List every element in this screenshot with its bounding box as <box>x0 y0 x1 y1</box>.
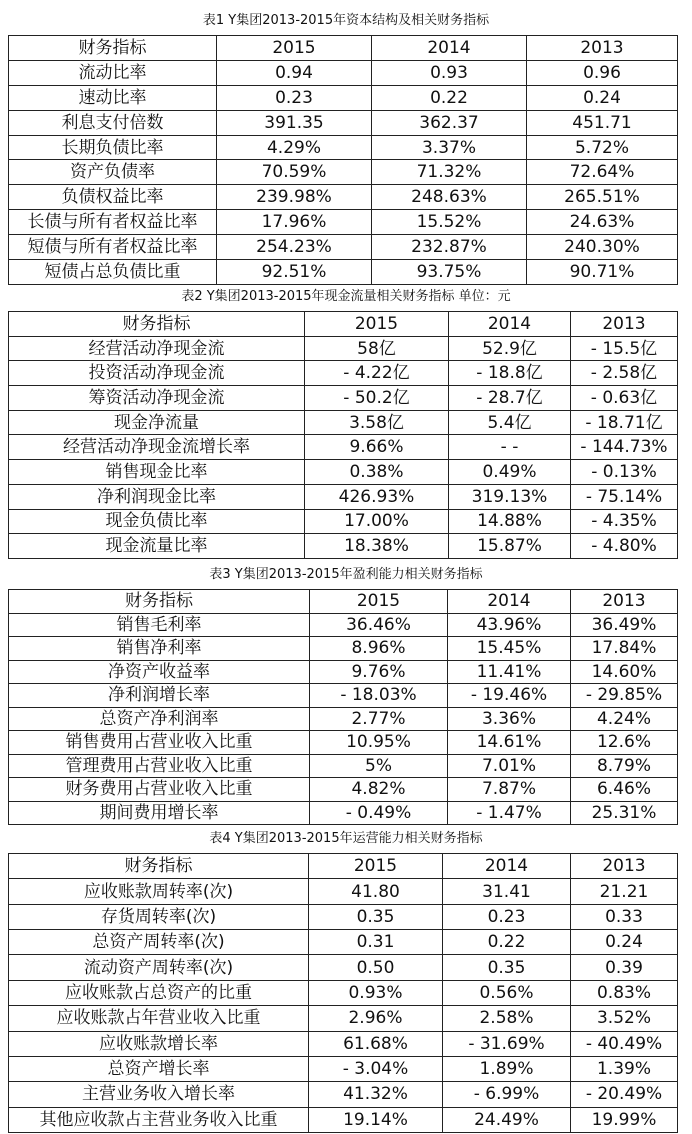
header-cell: 财务指标 <box>9 854 309 879</box>
header-cell: 2015 <box>305 312 449 337</box>
table-cell: 14.88% <box>449 509 571 534</box>
table-cell: 现金负债比率 <box>9 509 305 534</box>
table-1-caption: 表1 Y集团2013-2015年资本结构及相关财务指标 <box>202 13 490 28</box>
table-cell: 总资产净利润率 <box>9 707 310 731</box>
table-row <box>9 386 678 411</box>
table-cell: 其他应收款占主营业务收入比重 <box>9 1107 309 1132</box>
table-cell: - 19.46% <box>448 684 571 708</box>
table-row <box>9 336 678 361</box>
table-cell: 经营活动净现金流 <box>9 336 305 361</box>
table-cell: 投资活动净现金流 <box>9 361 305 386</box>
table-cell: 93.75% <box>372 260 527 285</box>
table-cell: - 31.69% <box>443 1031 571 1056</box>
header-cell: 2015 <box>310 590 448 614</box>
table-cell: 0.23 <box>217 85 372 110</box>
table-cell: 17.84% <box>571 637 678 661</box>
table-cell: 0.22 <box>372 85 527 110</box>
table-row <box>9 707 678 731</box>
table-cell: 0.96 <box>527 60 678 85</box>
table-cell: 2.77% <box>310 707 448 731</box>
table-row <box>9 637 678 661</box>
table-3 <box>8 589 678 825</box>
table-cell: 0.83% <box>571 980 678 1005</box>
table-cell: 0.56% <box>443 980 571 1005</box>
header-cell: 财务指标 <box>9 36 217 61</box>
table-cell: 现金流量比率 <box>9 534 305 559</box>
table-cell: 71.32% <box>372 160 527 185</box>
table-cell: 15.45% <box>448 637 571 661</box>
table-cell: 3.36% <box>448 707 571 731</box>
table-1 <box>8 35 678 285</box>
table-cell: 经营活动净现金流增长率 <box>9 435 305 460</box>
table-cell: 0.35 <box>309 904 443 929</box>
table-cell: 319.13% <box>449 484 571 509</box>
table-cell: - 6.99% <box>443 1082 571 1107</box>
table-cell: 25.31% <box>571 801 678 825</box>
table-cell: 3.52% <box>571 1006 678 1031</box>
table-cell: 10.95% <box>310 731 448 755</box>
table-cell: 负债权益比率 <box>9 185 217 210</box>
table-cell: 销售费用占营业收入比重 <box>9 731 310 755</box>
table-row <box>9 879 678 904</box>
table-cell: 8.96% <box>310 637 448 661</box>
table-cell: 19.14% <box>309 1107 443 1132</box>
table-row <box>9 684 678 708</box>
table-row <box>9 509 678 534</box>
table-row <box>9 1056 678 1081</box>
header-cell: 2014 <box>443 854 571 879</box>
table-cell: 18.38% <box>305 534 449 559</box>
table-cell: 0.39 <box>571 955 678 980</box>
table-row <box>9 235 678 260</box>
table-row <box>9 210 678 235</box>
table-cell: 净资产收益率 <box>9 660 310 684</box>
table-cell: 17.96% <box>217 210 372 235</box>
table-cell: 232.87% <box>372 235 527 260</box>
table-cell: 17.00% <box>305 509 449 534</box>
table-cell: 43.96% <box>448 613 571 637</box>
table-cell: - - <box>449 435 571 460</box>
table-row <box>9 435 678 460</box>
table-cell: 24.49% <box>443 1107 571 1132</box>
header-cell: 2015 <box>309 854 443 879</box>
table-cell: 应收账款占年营业收入比重 <box>9 1006 309 1031</box>
table-cell: 0.93 <box>372 60 527 85</box>
table-cell: 391.35 <box>217 110 372 135</box>
header-cell: 2013 <box>571 312 678 337</box>
table-cell: 92.51% <box>217 260 372 285</box>
table-header-row <box>9 854 678 879</box>
table-cell: 0.38% <box>305 460 449 485</box>
table-header-row <box>9 36 678 61</box>
table-cell: 总资产周转率(次) <box>9 930 309 955</box>
table-cell: 14.61% <box>448 731 571 755</box>
table-header-row <box>9 590 678 614</box>
table-cell: 短债占总负债比重 <box>9 260 217 285</box>
table-3-caption: 表3 Y集团2013-2015年盈利能力相关财务指标 <box>209 567 483 582</box>
table-cell: 1.89% <box>443 1056 571 1081</box>
table-row <box>9 801 678 825</box>
table-row <box>9 660 678 684</box>
table-cell: 速动比率 <box>9 85 217 110</box>
table-4-caption: 表4 Y集团2013-2015年运营能力相关财务指标 <box>209 831 483 846</box>
table-cell: 筹资活动净现金流 <box>9 386 305 411</box>
header-cell: 2014 <box>449 312 571 337</box>
table-cell: 长债与所有者权益比率 <box>9 210 217 235</box>
table-cell: 管理费用占营业收入比重 <box>9 754 310 778</box>
table-cell: 15.87% <box>449 534 571 559</box>
table-cell: - 28.7亿 <box>449 386 571 411</box>
table-2-caption: 表2 Y集团2013-2015年现金流量相关财务指标 单位：元 <box>181 289 511 304</box>
table-cell: 9.76% <box>310 660 448 684</box>
table-cell: 7.01% <box>448 754 571 778</box>
table-cell: - 18.71亿 <box>571 410 678 435</box>
table-cell: - 2.58亿 <box>571 361 678 386</box>
table-cell: 净利润现金比率 <box>9 484 305 509</box>
table-cell: 14.60% <box>571 660 678 684</box>
header-cell: 2013 <box>571 854 678 879</box>
header-cell: 2015 <box>217 36 372 61</box>
table-cell: 72.64% <box>527 160 678 185</box>
table-cell: 8.79% <box>571 754 678 778</box>
table-cell: 短债与所有者权益比率 <box>9 235 217 260</box>
table-cell: 265.51% <box>527 185 678 210</box>
table-cell: - 3.04% <box>309 1056 443 1081</box>
table-cell: 70.59% <box>217 160 372 185</box>
table-cell: - 0.13% <box>571 460 678 485</box>
table-cell: 销售毛利率 <box>9 613 310 637</box>
table-cell: 9.66% <box>305 435 449 460</box>
table-cell: 流动资产周转率(次) <box>9 955 309 980</box>
table-cell: 362.37 <box>372 110 527 135</box>
table-cell: 52.9亿 <box>449 336 571 361</box>
table-cell: 3.37% <box>372 135 527 160</box>
header-cell: 2014 <box>448 590 571 614</box>
table-row <box>9 361 678 386</box>
table-cell: 426.93% <box>305 484 449 509</box>
table-cell: 36.46% <box>310 613 448 637</box>
table-cell: 应收账款周转率(次) <box>9 879 309 904</box>
table-row <box>9 1031 678 1056</box>
table-cell: 应收账款占总资产的比重 <box>9 980 309 1005</box>
table-row <box>9 460 678 485</box>
table-cell: 0.24 <box>527 85 678 110</box>
table-cell: 5% <box>310 754 448 778</box>
table-row <box>9 135 678 160</box>
header-cell: 2013 <box>571 590 678 614</box>
table-cell: - 4.80% <box>571 534 678 559</box>
header-cell: 财务指标 <box>9 312 305 337</box>
table-row <box>9 955 678 980</box>
table-cell: 36.49% <box>571 613 678 637</box>
table-cell: 7.87% <box>448 778 571 802</box>
table-cell: 4.24% <box>571 707 678 731</box>
header-cell: 2014 <box>372 36 527 61</box>
table-cell: 58亿 <box>305 336 449 361</box>
table-cell: - 18.8亿 <box>449 361 571 386</box>
table-cell: 61.68% <box>309 1031 443 1056</box>
table-row <box>9 980 678 1005</box>
table-cell: 19.99% <box>571 1107 678 1132</box>
table-cell: 5.4亿 <box>449 410 571 435</box>
table-4 <box>8 853 678 1133</box>
table-cell: - 144.73% <box>571 435 678 460</box>
table-cell: - 0.49% <box>310 801 448 825</box>
header-cell: 财务指标 <box>9 590 310 614</box>
table-cell: 0.22 <box>443 930 571 955</box>
table-cell: 5.72% <box>527 135 678 160</box>
table-row <box>9 60 678 85</box>
table-row <box>9 410 678 435</box>
table-cell: 流动比率 <box>9 60 217 85</box>
table-cell: 451.71 <box>527 110 678 135</box>
table-cell: 3.58亿 <box>305 410 449 435</box>
table-row <box>9 85 678 110</box>
table-cell: 0.94 <box>217 60 372 85</box>
table-row <box>9 110 678 135</box>
table-row <box>9 930 678 955</box>
table-cell: 0.23 <box>443 904 571 929</box>
table-row <box>9 185 678 210</box>
table-row <box>9 904 678 929</box>
table-2 <box>8 311 678 559</box>
table-cell: 254.23% <box>217 235 372 260</box>
table-row <box>9 754 678 778</box>
table-row <box>9 484 678 509</box>
table-cell: 财务费用占营业收入比重 <box>9 778 310 802</box>
table-row <box>9 260 678 285</box>
table-row <box>9 1082 678 1107</box>
table-cell: - 75.14% <box>571 484 678 509</box>
table-cell: 31.41 <box>443 879 571 904</box>
table-cell: 长期负债比率 <box>9 135 217 160</box>
table-cell: 21.21 <box>571 879 678 904</box>
table-cell: 4.82% <box>310 778 448 802</box>
table-row <box>9 160 678 185</box>
table-cell: 0.24 <box>571 930 678 955</box>
table-cell: 净利润增长率 <box>9 684 310 708</box>
table-cell: 90.71% <box>527 260 678 285</box>
table-cell: 41.32% <box>309 1082 443 1107</box>
table-cell: - 20.49% <box>571 1082 678 1107</box>
table-row <box>9 1107 678 1132</box>
table-cell: 15.52% <box>372 210 527 235</box>
table-cell: - 18.03% <box>310 684 448 708</box>
table-cell: 240.30% <box>527 235 678 260</box>
table-cell: - 50.2亿 <box>305 386 449 411</box>
table-row <box>9 534 678 559</box>
table-cell: 0.50 <box>309 955 443 980</box>
table-cell: 销售现金比率 <box>9 460 305 485</box>
table-cell: 0.49% <box>449 460 571 485</box>
table-cell: 24.63% <box>527 210 678 235</box>
table-cell: 资产负债率 <box>9 160 217 185</box>
table-cell: 4.29% <box>217 135 372 160</box>
table-cell: 期间费用增长率 <box>9 801 310 825</box>
table-cell: 41.80 <box>309 879 443 904</box>
table-row <box>9 1006 678 1031</box>
table-cell: 11.41% <box>448 660 571 684</box>
table-row <box>9 613 678 637</box>
table-cell: 应收账款增长率 <box>9 1031 309 1056</box>
table-cell: - 29.85% <box>571 684 678 708</box>
header-cell: 2013 <box>527 36 678 61</box>
table-cell: - 1.47% <box>448 801 571 825</box>
table-row <box>9 778 678 802</box>
table-cell: 总资产增长率 <box>9 1056 309 1081</box>
table-cell: 销售净利率 <box>9 637 310 661</box>
table-cell: 0.35 <box>443 955 571 980</box>
table-cell: - 4.22亿 <box>305 361 449 386</box>
table-cell: 现金净流量 <box>9 410 305 435</box>
table-cell: 12.6% <box>571 731 678 755</box>
table-cell: 主营业务收入增长率 <box>9 1082 309 1107</box>
table-cell: - 0.63亿 <box>571 386 678 411</box>
table-cell: 248.63% <box>372 185 527 210</box>
table-cell: - 4.35% <box>571 509 678 534</box>
table-cell: 2.58% <box>443 1006 571 1031</box>
table-cell: 存货周转率(次) <box>9 904 309 929</box>
table-header-row <box>9 312 678 337</box>
table-cell: 0.33 <box>571 904 678 929</box>
table-cell: 0.31 <box>309 930 443 955</box>
table-cell: - 40.49% <box>571 1031 678 1056</box>
table-cell: - 15.5亿 <box>571 336 678 361</box>
table-cell: 利息支付倍数 <box>9 110 217 135</box>
table-cell: 1.39% <box>571 1056 678 1081</box>
table-cell: 239.98% <box>217 185 372 210</box>
table-cell: 6.46% <box>571 778 678 802</box>
table-row <box>9 731 678 755</box>
table-cell: 0.93% <box>309 980 443 1005</box>
table-cell: 2.96% <box>309 1006 443 1031</box>
